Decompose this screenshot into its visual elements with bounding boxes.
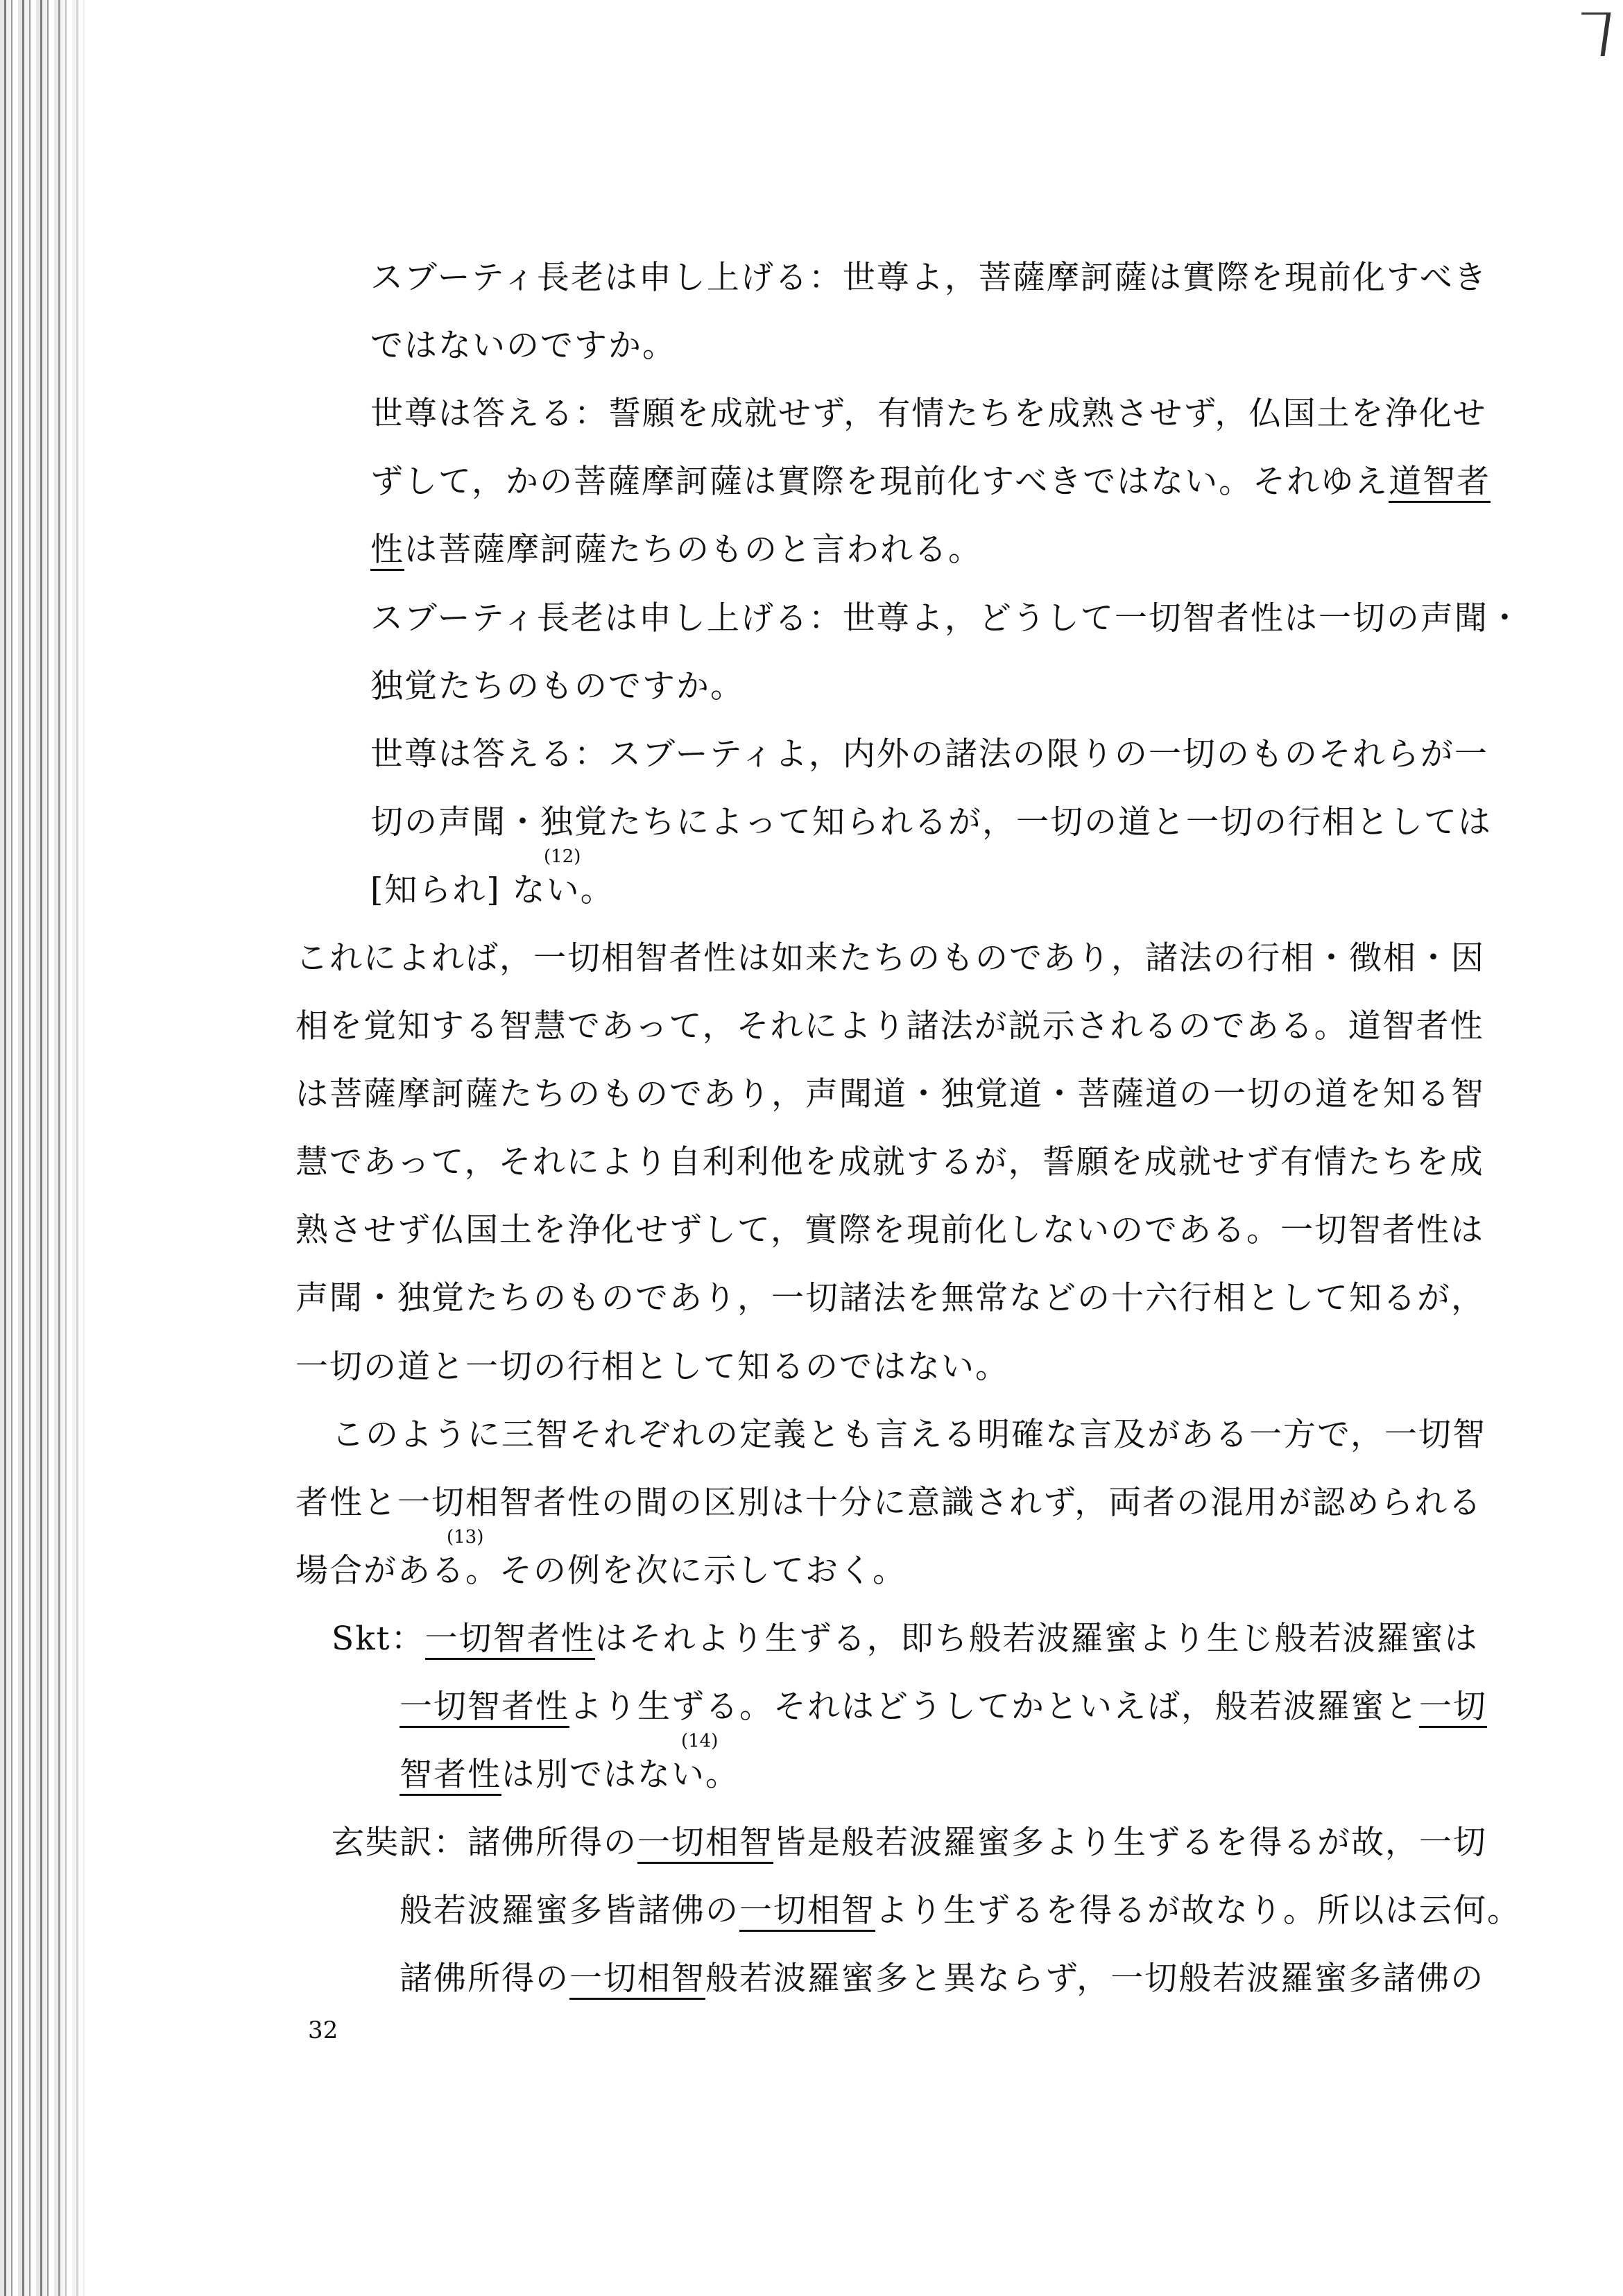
underlined-term: 一切相智 — [739, 1892, 875, 1932]
text-segment: 般若波羅蜜多と異ならず，一切般若波羅蜜多諸佛の — [705, 1960, 1485, 1998]
underlined-term: 一切相智 — [637, 1824, 773, 1864]
underlined-term: 一切相智 — [569, 1960, 705, 2000]
text-line: スブーティ長老は申し上げる：世尊よ，菩薩摩訶薩は實際を現前化すべき — [370, 259, 1488, 297]
underlined-term: 性 — [370, 531, 404, 571]
text-line: 声聞・独覚たちのものであり，一切諸法を無常などの十六行相として知るが， — [295, 1279, 1485, 1317]
text-segment: 諸佛所得の — [400, 1960, 569, 1998]
text-line: スブーティ長老は申し上げる：世尊よ，どうして一切智者性は一切の声聞・ — [370, 599, 1522, 637]
text-line: は菩薩摩訶薩たちのものであり，声聞道・独覚道・菩薩道の一切の道を知る智 — [295, 1075, 1485, 1113]
text-line: 独覚たちのものですか。 — [370, 667, 744, 705]
text-line — [370, 529, 982, 571]
underlined-term: 一切智者性 — [425, 1620, 595, 1660]
text-line: 世尊は答える：誓願を成就せず，有情たちを成熟させず，仏国土を浄化せ — [370, 395, 1487, 433]
text-segment: より生ずるを得るが故なり。所以は云何。 — [875, 1892, 1521, 1930]
text-segment: Skt： — [332, 1620, 425, 1658]
underlined-term: 智者性 — [400, 1756, 501, 1796]
scan-binding-edge — [0, 0, 90, 2296]
underlined-term: 一切智者性 — [400, 1688, 569, 1728]
underlined-term: 一切 — [1419, 1688, 1487, 1728]
text-line — [400, 1958, 1484, 2000]
text-line — [400, 1890, 1521, 1932]
text-line: 切の声聞・独覚たちによって知られるが，一切の道と一切の行相としては — [370, 803, 1492, 841]
text-line: 一切の道と一切の行相として知るのではない。 — [295, 1348, 1009, 1386]
text-segment: 般若波羅蜜多皆諸佛の — [400, 1892, 739, 1930]
text-segment: 玄奘訳：諸佛所得の — [332, 1824, 637, 1862]
footnote-marker: (12) — [544, 846, 581, 867]
text-line: 者性と一切相智者性の間の区別は十分に意識されず，両者の混用が認められる — [295, 1484, 1483, 1522]
text-segment: 皆是般若波羅蜜多より生ずるを得るが故，一切 — [773, 1824, 1487, 1862]
underlined-term: 道智者 — [1389, 463, 1491, 503]
scan-corner-mark — [1576, 12, 1611, 56]
text-line: ではないのですか。 — [370, 327, 676, 365]
text-line — [332, 1822, 1487, 1864]
text-line: [知られ] ない。 — [370, 871, 615, 909]
text-line: 熟させず仏国土を浄化せずして，實際を現前化しないのである。一切智者性は — [295, 1211, 1485, 1249]
text-segment: ずして，かの菩薩摩訶薩は實際を現前化すべきではない。それゆえ — [370, 463, 1389, 501]
text-segment: はそれより生ずる，即ち般若波羅蜜より生じ般若波羅蜜は — [594, 1620, 1479, 1658]
text-line: このように三智それぞれの定義とも言える明確な言及がある一方で，一切智 — [332, 1416, 1487, 1454]
footnote-marker: (14) — [681, 1731, 719, 1751]
footnote-marker: (13) — [447, 1527, 484, 1548]
text-line: 慧であって，それにより自利利他を成就するが，誓願を成就せず有情たちを成 — [295, 1143, 1484, 1181]
text-segment: は別ではない。 — [501, 1756, 739, 1794]
text-line — [400, 1686, 1487, 1728]
text-line: これによれば，一切相智者性は如来たちのものであり，諸法の行相・徴相・因 — [295, 939, 1485, 977]
page-number: 32 — [308, 2016, 338, 2044]
text-line: 場合がある。その例を次に示しておく。 — [295, 1552, 907, 1590]
text-segment: より生ずる。それはどうしてかといえば，般若波羅蜜と — [569, 1688, 1419, 1726]
text-line: 相を覚知する智慧であって，それにより諸法が説示されるのである。道智者性 — [295, 1007, 1484, 1045]
text-line — [400, 1754, 739, 1796]
text-segment: は菩薩摩訶薩たちのものと言われる。 — [404, 531, 982, 569]
text-line — [332, 1618, 1479, 1660]
text-line: 世尊は答える：スブーティよ，内外の諸法の限りの一切のものそれらが一 — [370, 735, 1488, 773]
text-line — [370, 461, 1491, 503]
